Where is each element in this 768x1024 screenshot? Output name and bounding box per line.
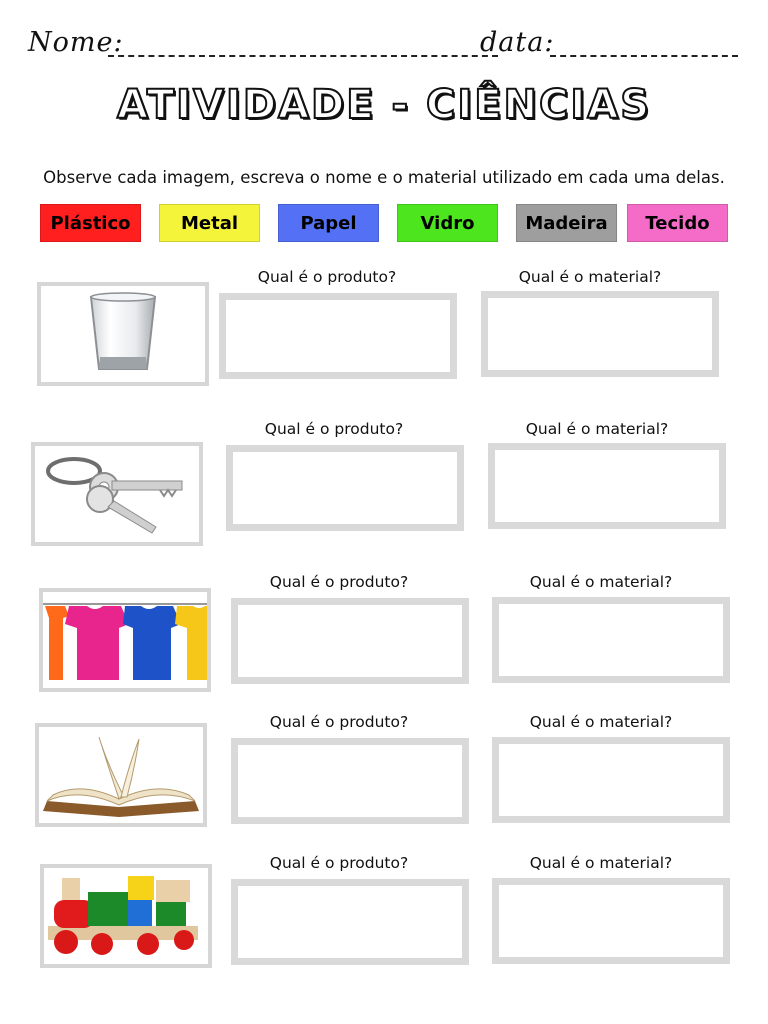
material-question-label: Qual é o material?: [529, 713, 673, 731]
page-title: ATIVIDADE - CIÊNCIAS: [116, 82, 652, 128]
product-question-label: Qual é o produto?: [269, 713, 409, 731]
legend-label: Metal: [180, 212, 239, 234]
material-answer-box[interactable]: [492, 737, 730, 823]
toy-train-icon: [44, 870, 208, 962]
legend-label: Tecido: [645, 212, 710, 234]
product-question-label: Qual é o produto?: [269, 573, 409, 591]
legend-chip-vidro: [397, 204, 498, 242]
item-image-frame: [40, 864, 212, 968]
item-image-frame: [39, 588, 211, 692]
instructions-text: Observe cada imagem, escreva o nome e o material utilizado em cada uma delas.: [43, 168, 725, 187]
name-label: Nome:: [28, 27, 124, 58]
clothesline-icon: [43, 594, 207, 686]
date-label: data:: [480, 27, 555, 58]
material-answer-box[interactable]: [492, 878, 730, 964]
product-question-label: Qual é o produto?: [257, 268, 397, 286]
product-answer-box[interactable]: [231, 879, 469, 965]
product-answer-box[interactable]: [231, 598, 469, 684]
product-answer-box[interactable]: [226, 445, 464, 531]
material-answer-box[interactable]: [488, 443, 726, 529]
legend-chip-tecido: [627, 204, 728, 242]
header-line: [28, 28, 740, 64]
material-question-label: Qual é o material?: [529, 854, 673, 872]
keys-icon: [42, 449, 192, 539]
item-image-frame: [37, 282, 209, 386]
legend-chip-madeira: [516, 204, 617, 242]
name-field[interactable]: [108, 55, 498, 57]
product-answer-box[interactable]: [231, 738, 469, 824]
product-answer-box[interactable]: [219, 293, 457, 379]
legend-label: Papel: [300, 212, 357, 234]
legend-chip-plastico: [40, 204, 141, 242]
product-question-label: Qual é o produto?: [269, 854, 409, 872]
item-image-frame: [35, 723, 207, 827]
legend-label: Plástico: [50, 212, 131, 234]
open-book-icon: [39, 729, 203, 821]
material-answer-box[interactable]: [492, 597, 730, 683]
date-field[interactable]: [550, 55, 738, 57]
legend-label: Madeira: [525, 212, 608, 234]
material-question-label: Qual é o material?: [529, 573, 673, 591]
product-question-label: Qual é o produto?: [264, 420, 404, 438]
glass-cup-icon: [83, 289, 163, 379]
material-question-label: Qual é o material?: [518, 268, 662, 286]
material-question-label: Qual é o material?: [525, 420, 669, 438]
legend-chip-papel: [278, 204, 379, 242]
legend-label: Vidro: [420, 212, 475, 234]
legend-chip-metal: [159, 204, 260, 242]
item-image-frame: [31, 442, 203, 546]
material-answer-box[interactable]: [481, 291, 719, 377]
